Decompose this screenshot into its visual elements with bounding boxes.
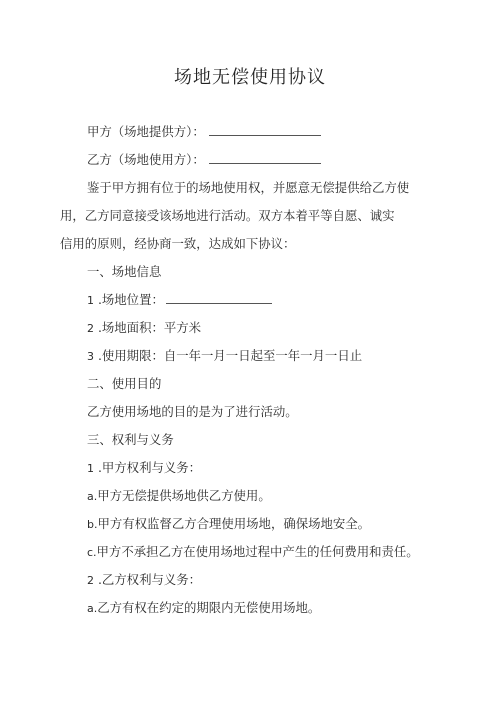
clause-a1-text: 甲方无偿提供场地供乙方使用。 [97,488,271,503]
clause-c1-letter: c. [87,546,97,559]
party-a-label: 甲方（场地提供方）： [87,124,205,139]
subsection-1-number: 1 [87,462,94,475]
party-b-blank [209,152,321,164]
clause-a1 [87,488,271,505]
party-a-line [87,124,321,140]
clause-c1-text: 甲方不承担乙方在使用场地过程中产生的任何费用和责任。 [96,544,419,559]
party-b-line [87,152,321,168]
section-1-heading: 一、场地信息 [87,264,162,279]
item-1-location [87,292,272,309]
item-1-text: .场地位置： [97,292,164,307]
clause-a1-letter: a. [87,490,98,503]
subsection-2-number: 2 [87,574,94,587]
item-2-number: 2 [87,322,94,335]
section-2-heading: 二、使用目的 [87,376,162,391]
subsection-2-heading [87,572,201,589]
clause-a2-text: 乙方有权在约定的期限内无偿使用场地。 [97,600,321,615]
party-b-label: 乙方（场地使用方）： [87,152,205,167]
preamble-line-3: 信用的原则，经协商一致，达成如下协议： [60,236,296,251]
document-title: 场地无偿使用协议 [174,67,326,88]
item-3-text: .使用期限：自一年一月一日起至一年一月一日止 [97,348,363,363]
location-blank [166,292,272,304]
clause-b1-text: 甲方有权监督乙方合理使用场地，确保场地安全。 [97,516,371,531]
clause-c1 [87,544,419,561]
subsection-2-text: .乙方权利与义务： [97,572,202,587]
clause-b1 [87,516,370,533]
section-2-text: 乙方使用场地的目的是为了进行活动。 [87,404,298,419]
section-3-heading: 三、权利与义务 [87,432,174,447]
party-a-blank [209,124,321,136]
clause-a2-letter: a. [87,602,98,615]
subsection-1-heading [87,460,201,477]
item-1-number: 1 [87,294,94,307]
preamble-line-1: 鉴于甲方拥有位于的场地使用权，并愿意无偿提供给乙方使 [87,180,410,195]
item-2-text: .场地面积：平方米 [97,320,202,335]
preamble-line-2: 用，乙方同意接受该场地进行活动。双方本着平等自愿、诚实 [60,208,395,223]
clause-b1-letter: b. [87,518,98,531]
item-2-area [87,320,201,337]
clause-a2 [87,600,320,617]
item-3-number: 3 [87,350,94,363]
subsection-1-text: .甲方权利与义务： [97,460,202,475]
item-3-period [87,348,362,365]
